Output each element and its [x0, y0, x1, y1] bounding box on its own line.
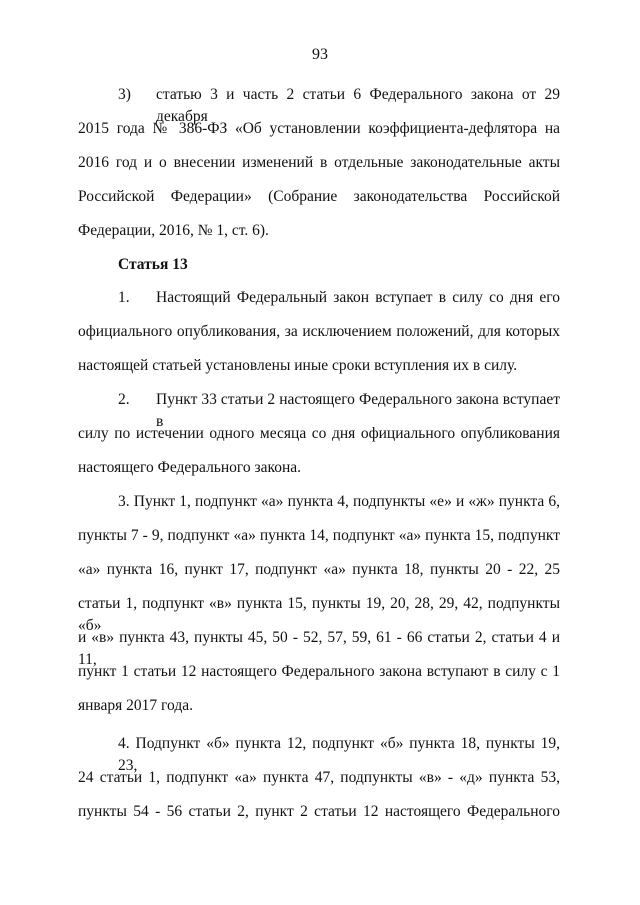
text-line: «а» пункта 16, пункт 17, подпункт «а» пункта 18, пункты 20 - 22, 25: [78, 561, 560, 578]
item-marker: 3): [118, 86, 131, 103]
paragraph-marker: 1.: [118, 289, 130, 306]
paragraph-marker: 2.: [118, 391, 130, 408]
text-line: Федерации, 2016, № 1, ст. 6).: [78, 222, 269, 239]
text-line: пункты 54 - 56 статьи 2, пункт 2 статьи 12 настоящего Федерального: [78, 803, 560, 820]
text-line: силу по истечении одного месяца со дня официального опубликования: [78, 425, 560, 442]
text-line: статью 3 и часть 2 статьи 6 Федерального закона от 29 декабря: [156, 86, 560, 125]
text-line: Российской Федерации» (Собрание законодательства Российской: [78, 188, 560, 205]
text-line: 24 статьи 1, подпункт «а» пункта 47, подпункты «в» - «д» пункта 53,: [78, 769, 560, 786]
text-line: 2016 год и о внесении изменений в отдельные законодательные акты: [78, 154, 560, 171]
text-line: Пункт 33 статьи 2 настоящего Федерального закона вступает в: [156, 391, 560, 430]
text-line: статьи 1, подпункт «в» пункта 15, пункты 19, 20, 28, 29, 42, подпункты «б»: [78, 595, 560, 634]
text-line: пункты 7 - 9, подпункт «а» пункта 14, подпункт «а» пункта 15, подпункт: [78, 527, 560, 544]
article-heading: Статья 13: [118, 256, 188, 273]
text-line: настоящей статьей установлены иные сроки вступления их в силу.: [78, 357, 518, 374]
text-line: пункт 1 статьи 12 настоящего Федерального закона вступают в силу с 1: [78, 663, 560, 680]
text-line: 4. Подпункт «б» пункта 12, подпункт «б» пункта 18, пункты 19, 23,: [118, 735, 560, 774]
page-number: 93: [312, 46, 328, 63]
text-line: официального опубликования, за исключением положений, для которых: [78, 323, 560, 340]
text-line: Настоящий Федеральный закон вступает в силу со дня его: [156, 289, 560, 306]
text-line: настоящего Федерального закона.: [78, 459, 302, 476]
text-line: 3. Пункт 1, подпункт «а» пункта 4, подпункты «е» и «ж» пункта 6,: [118, 493, 560, 510]
text-line: 2015 года № 386-ФЗ «Об установлении коэффициента-дефлятора на: [78, 120, 560, 137]
text-line: и «в» пункта 43, пункты 45, 50 - 52, 57, 59, 61 - 66 статьи 2, статьи 4 и 11,: [78, 629, 560, 668]
text-line: января 2017 года.: [78, 697, 193, 714]
